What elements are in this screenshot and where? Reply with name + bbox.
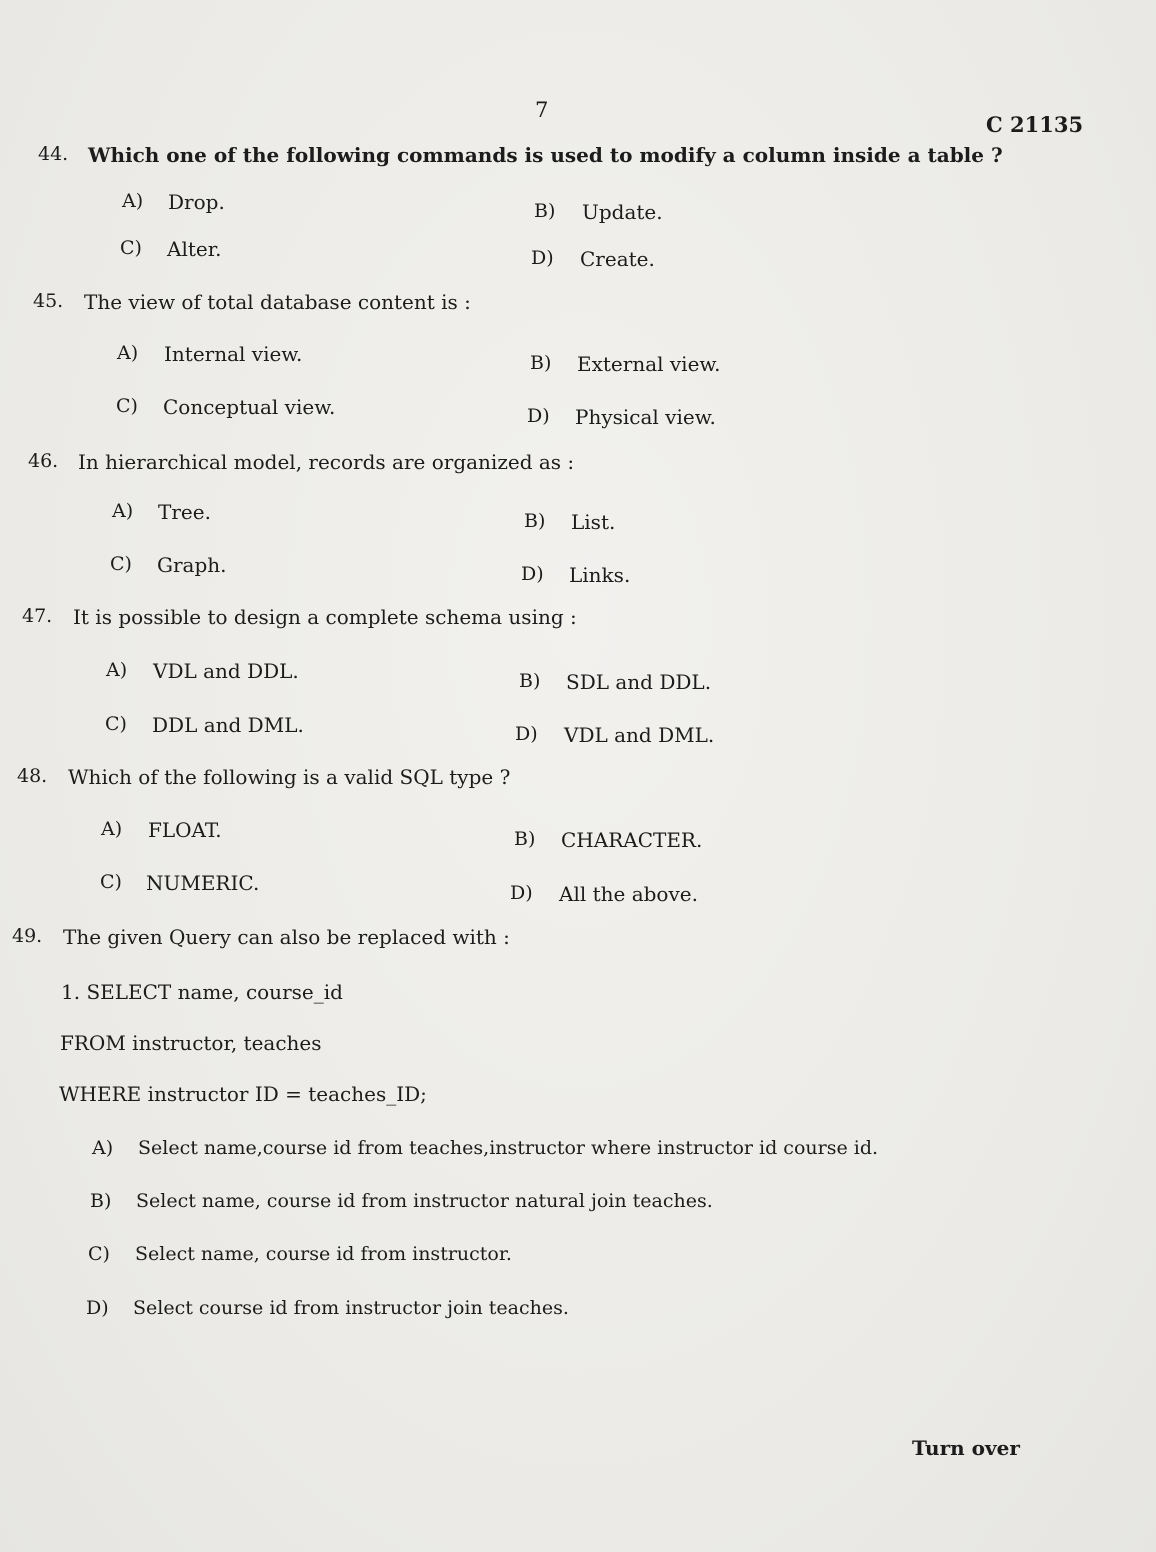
option-text: Select name,course id from teaches,instructor where instructor id course id. xyxy=(138,1137,879,1159)
option-letter: D) xyxy=(527,405,550,427)
option-text: Create. xyxy=(580,247,655,271)
option-text: Conceptual view. xyxy=(163,395,336,419)
option-letter: C) xyxy=(110,553,132,575)
option-letter: D) xyxy=(515,723,538,745)
option-text: SDL and DDL. xyxy=(566,670,712,694)
option-text: Drop. xyxy=(168,190,225,214)
option-text: NUMERIC. xyxy=(146,871,260,895)
query-line: 1. SELECT name, course_id xyxy=(61,980,343,1004)
question-number: 49. xyxy=(12,925,43,947)
option-letter: B) xyxy=(534,200,556,222)
option-letter: C) xyxy=(100,871,122,893)
question-number: 47. xyxy=(22,605,53,627)
option-text: FLOAT. xyxy=(148,818,222,842)
option-letter: D) xyxy=(521,563,544,585)
option-letter: A) xyxy=(92,1137,114,1159)
page-number: 7 xyxy=(535,98,549,122)
question-text: The given Query can also be replaced with : xyxy=(63,925,510,949)
option-text: List. xyxy=(571,510,616,534)
option-letter: D) xyxy=(531,247,554,269)
option-text: Select course id from instructor join teaches. xyxy=(133,1297,569,1319)
option-text: CHARACTER. xyxy=(561,828,703,852)
query-line: WHERE instructor ID = teaches_ID; xyxy=(59,1082,427,1106)
question-number: 46. xyxy=(28,450,59,472)
option-letter: A) xyxy=(117,342,139,364)
option-letter: C) xyxy=(88,1243,110,1265)
option-letter: B) xyxy=(519,670,541,692)
option-text: Graph. xyxy=(157,553,227,577)
option-letter: B) xyxy=(514,828,536,850)
option-text: VDL and DDL. xyxy=(153,659,299,683)
option-letter: A) xyxy=(122,190,144,212)
option-letter: D) xyxy=(86,1297,109,1319)
turn-over-label: Turn over xyxy=(912,1436,1020,1460)
paper-code: C 21135 xyxy=(986,112,1084,137)
option-letter: B) xyxy=(90,1190,112,1212)
query-line: FROM instructor, teaches xyxy=(60,1031,322,1055)
question-text: The view of total database content is : xyxy=(84,290,471,314)
option-text: Alter. xyxy=(167,237,222,261)
option-text: Links. xyxy=(569,563,631,587)
option-letter: C) xyxy=(116,395,138,417)
option-text: Select name, course id from instructor natural join teaches. xyxy=(136,1190,713,1212)
question-text: Which of the following is a valid SQL type ? xyxy=(68,765,511,789)
option-text: Physical view. xyxy=(575,405,716,429)
option-text: VDL and DML. xyxy=(564,723,715,747)
option-letter: C) xyxy=(105,713,127,735)
option-text: External view. xyxy=(577,352,721,376)
option-text: Update. xyxy=(582,200,663,224)
question-text: It is possible to design a complete schema using : xyxy=(73,605,577,629)
question-text: Which one of the following commands is used to modify a column inside a table ? xyxy=(88,143,1003,167)
option-letter: B) xyxy=(524,510,546,532)
option-text: DDL and DML. xyxy=(152,713,304,737)
option-letter: C) xyxy=(120,237,142,259)
option-letter: B) xyxy=(530,352,552,374)
question-number: 44. xyxy=(38,143,69,165)
option-text: All the above. xyxy=(559,882,698,906)
question-text: In hierarchical model, records are organized as : xyxy=(78,450,575,474)
question-number: 45. xyxy=(33,290,64,312)
option-letter: A) xyxy=(112,500,134,522)
option-letter: A) xyxy=(101,818,123,840)
option-text: Tree. xyxy=(158,500,211,524)
option-text: Internal view. xyxy=(164,342,303,366)
option-letter: D) xyxy=(510,882,533,904)
option-text: Select name, course id from instructor. xyxy=(135,1243,512,1265)
option-letter: A) xyxy=(106,659,128,681)
question-number: 48. xyxy=(17,765,48,787)
